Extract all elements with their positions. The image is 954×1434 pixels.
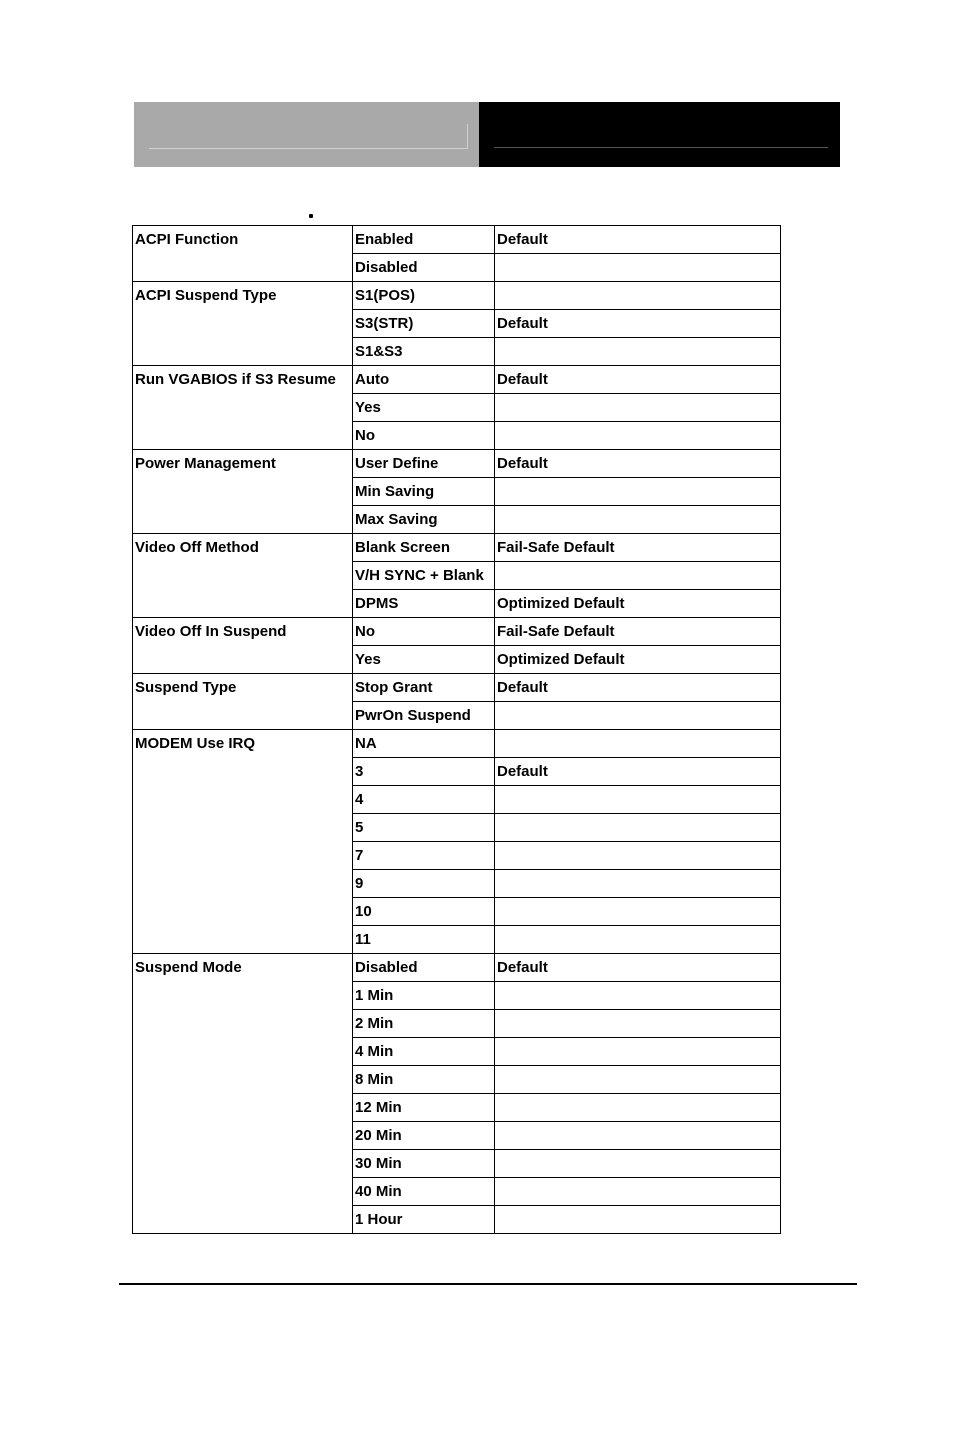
setting-name-cell: ACPI Suspend Type (133, 282, 353, 366)
option-value-cell: 20 Min (353, 1122, 495, 1150)
option-value-cell: Disabled (353, 254, 495, 282)
default-note-cell (495, 394, 781, 422)
default-note-cell (495, 926, 781, 954)
bios-settings-table (132, 225, 781, 1234)
option-value-cell: 8 Min (353, 1066, 495, 1094)
default-note-cell (495, 814, 781, 842)
setting-name-cell: Video Off Method (133, 534, 353, 618)
setting-name-cell: ACPI Function (133, 226, 353, 282)
default-note-cell (495, 702, 781, 730)
table-row (133, 730, 781, 758)
setting-name-cell: MODEM Use IRQ (133, 730, 353, 954)
header-left-tick (467, 124, 468, 149)
setting-name-cell: Power Management (133, 450, 353, 534)
option-value-cell: S1&S3 (353, 338, 495, 366)
footer-rule (119, 1283, 857, 1285)
option-value-cell: No (353, 422, 495, 450)
cropped-heading-fragment (309, 214, 313, 218)
option-value-cell: S3(STR) (353, 310, 495, 338)
table-row (133, 366, 781, 394)
header-left-panel (134, 102, 479, 167)
option-value-cell: Min Saving (353, 478, 495, 506)
table-row (133, 282, 781, 310)
table-row (133, 534, 781, 562)
default-note-cell (495, 730, 781, 758)
option-value-cell: 4 (353, 786, 495, 814)
option-value-cell: 5 (353, 814, 495, 842)
option-value-cell: Yes (353, 646, 495, 674)
default-note-cell (495, 506, 781, 534)
option-value-cell: NA (353, 730, 495, 758)
option-value-cell: Max Saving (353, 506, 495, 534)
default-note-cell: Default (495, 310, 781, 338)
default-note-cell (495, 562, 781, 590)
default-note-cell (495, 282, 781, 310)
option-value-cell: Blank Screen (353, 534, 495, 562)
default-note-cell (495, 786, 781, 814)
default-note-cell: Default (495, 758, 781, 786)
table-row (133, 618, 781, 646)
option-value-cell: DPMS (353, 590, 495, 618)
option-value-cell: Yes (353, 394, 495, 422)
default-note-cell (495, 1150, 781, 1178)
table-row (133, 674, 781, 702)
option-value-cell: S1(POS) (353, 282, 495, 310)
option-value-cell: 7 (353, 842, 495, 870)
page-header-band (134, 102, 840, 167)
setting-name-cell: Suspend Type (133, 674, 353, 730)
default-note-cell (495, 254, 781, 282)
option-value-cell: 10 (353, 898, 495, 926)
option-value-cell: 30 Min (353, 1150, 495, 1178)
option-value-cell: Stop Grant (353, 674, 495, 702)
default-note-cell (495, 1066, 781, 1094)
default-note-cell (495, 898, 781, 926)
default-note-cell: Default (495, 366, 781, 394)
default-note-cell (495, 870, 781, 898)
option-value-cell: PwrOn Suspend (353, 702, 495, 730)
option-value-cell: 2 Min (353, 1010, 495, 1038)
option-value-cell: Auto (353, 366, 495, 394)
option-value-cell: 40 Min (353, 1178, 495, 1206)
default-note-cell (495, 1122, 781, 1150)
option-value-cell: 11 (353, 926, 495, 954)
option-value-cell: V/H SYNC + Blank (353, 562, 495, 590)
default-note-cell: Fail-Safe Default (495, 534, 781, 562)
header-right-panel (479, 102, 840, 167)
option-value-cell: Disabled (353, 954, 495, 982)
option-value-cell: 1 Min (353, 982, 495, 1010)
default-note-cell (495, 338, 781, 366)
settings-table-body (133, 226, 781, 1234)
default-note-cell: Default (495, 450, 781, 478)
default-note-cell: Default (495, 954, 781, 982)
default-note-cell (495, 1038, 781, 1066)
setting-name-cell: Suspend Mode (133, 954, 353, 1234)
default-note-cell: Default (495, 226, 781, 254)
default-note-cell (495, 1094, 781, 1122)
option-value-cell: 4 Min (353, 1038, 495, 1066)
option-value-cell: 9 (353, 870, 495, 898)
default-note-cell (495, 1010, 781, 1038)
option-value-cell: Enabled (353, 226, 495, 254)
default-note-cell: Fail-Safe Default (495, 618, 781, 646)
option-value-cell: User Define (353, 450, 495, 478)
default-note-cell: Optimized Default (495, 646, 781, 674)
default-note-cell (495, 1178, 781, 1206)
option-value-cell: No (353, 618, 495, 646)
table-row (133, 226, 781, 254)
default-note-cell (495, 422, 781, 450)
option-value-cell: 1 Hour (353, 1206, 495, 1234)
default-note-cell (495, 478, 781, 506)
default-note-cell (495, 1206, 781, 1234)
header-left-rule (149, 148, 468, 149)
default-note-cell: Optimized Default (495, 590, 781, 618)
option-value-cell: 12 Min (353, 1094, 495, 1122)
setting-name-cell: Video Off In Suspend (133, 618, 353, 674)
default-note-cell (495, 982, 781, 1010)
header-right-rule (494, 147, 828, 148)
default-note-cell (495, 842, 781, 870)
table-row (133, 954, 781, 982)
option-value-cell: 3 (353, 758, 495, 786)
default-note-cell: Default (495, 674, 781, 702)
setting-name-cell: Run VGABIOS if S3 Resume (133, 366, 353, 450)
table-row (133, 450, 781, 478)
